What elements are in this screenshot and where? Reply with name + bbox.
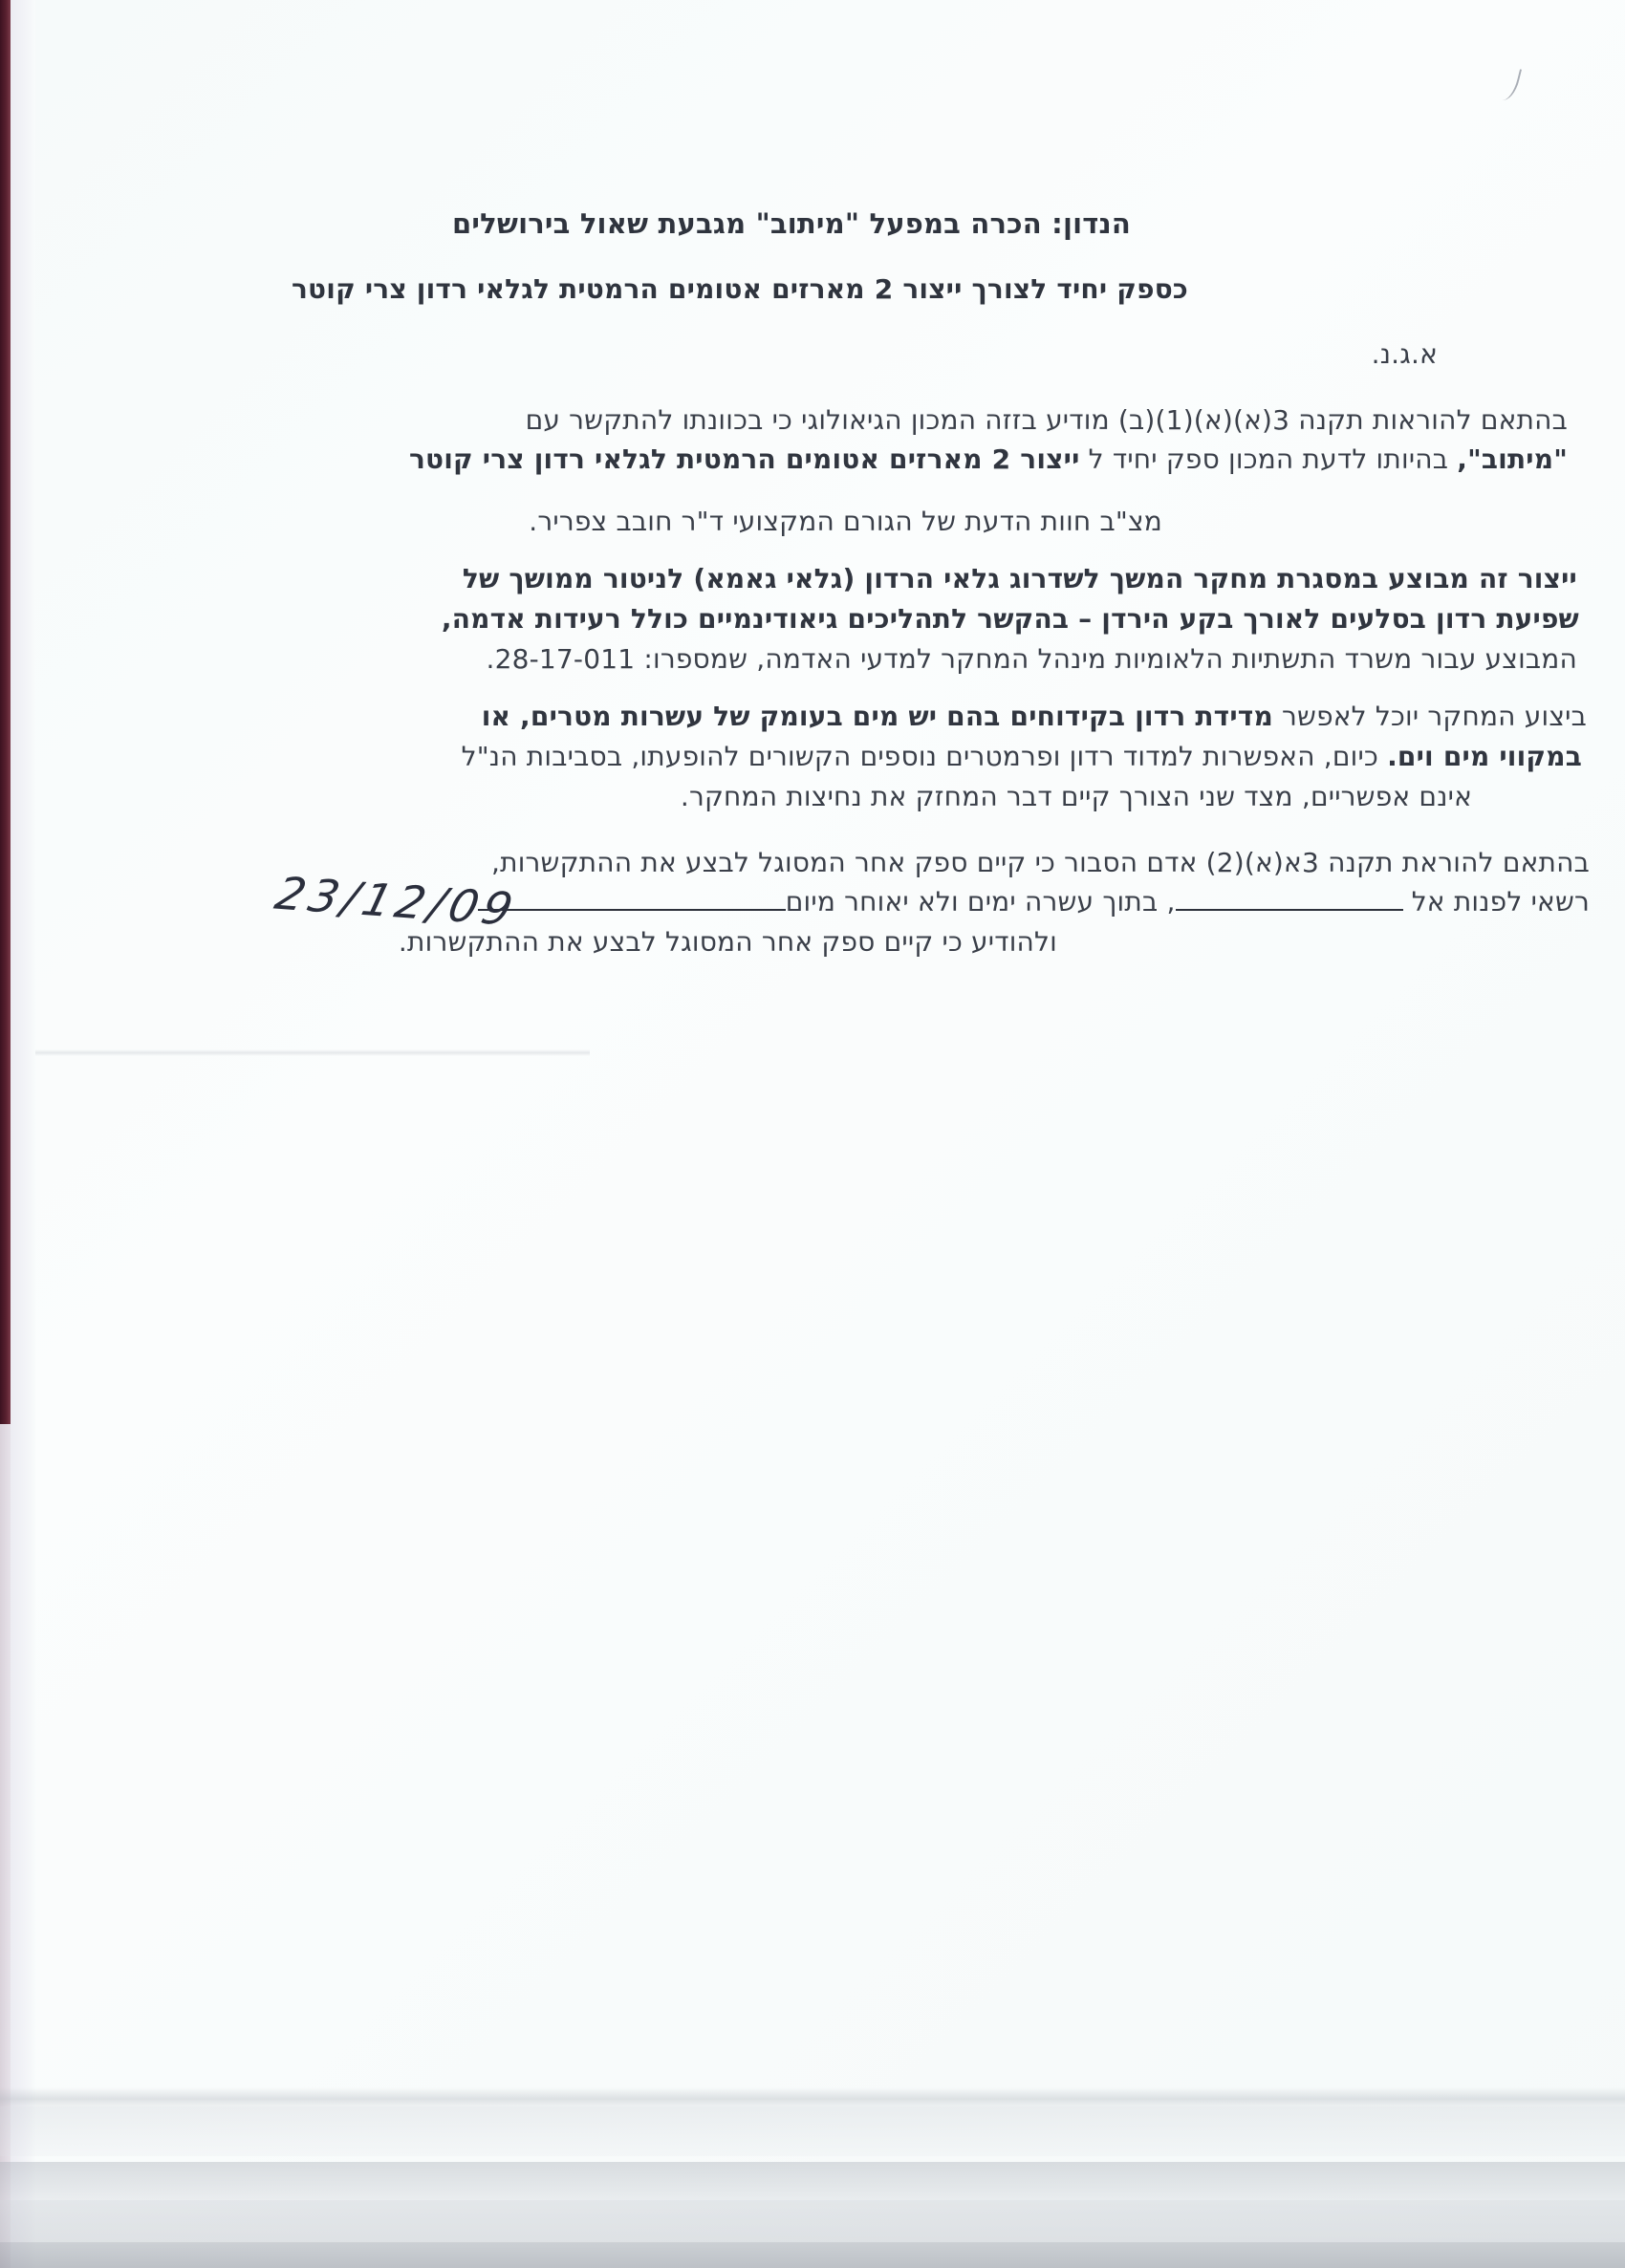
handwritten-date: 23/12/09	[270, 868, 523, 937]
blank-underline-recipient	[1176, 903, 1403, 911]
scan-edge-left-gutter	[11, 0, 35, 2268]
paragraph4-line2-mid: , בתוך עשרה ימים ולא יאוחר מיום	[785, 886, 1176, 918]
production-subject-bold: ייצור 2 מארזים אטומים הרמטית לגלאי רדון צרי קוטר	[408, 443, 1080, 475]
supplier-name: "מיתוב",	[1457, 443, 1568, 475]
paragraph4-line1: בהתאם להוראת תקנה 3א(א)(2) אדם הסבור כי קיים ספק אחר המסוגל לבצע את ההתקשרות,	[491, 847, 1590, 878]
scan-edge-left-dark	[0, 0, 11, 1424]
scan-streak-band-5	[0, 2242, 1625, 2268]
paragraph4-line3: ולהודיע כי קיים ספק אחר המסוגל לבצע את ההתקשרות.	[398, 926, 1057, 958]
stray-pen-mark	[1497, 65, 1522, 102]
scan-streak-band-1	[0, 2087, 1625, 2106]
paragraph4-line2	[478, 885, 1590, 918]
paragraph3-line1-bold: מדידת רדון בקידוחים בהם יש מים בעומק של עשרות מטרים, או	[481, 701, 1273, 732]
scan-streak-band-3	[0, 2162, 1625, 2200]
paragraph2-line1: ייצור זה מבוצע במסגרת מחקר המשך לשדרוג גלאי הרדון (גלאי גאמא) לניטור ממושך של	[462, 563, 1577, 594]
blank-underline-date	[478, 903, 786, 911]
paragraph4-line2-start: רשאי לפנות אל	[1402, 886, 1590, 918]
paper-crease-line	[35, 1049, 590, 1056]
paragraph1-line2-mid: בהיותו לדעת המכון ספק יחיד ל	[1079, 443, 1458, 475]
subject-line-2: כספק יחיד לצורך ייצור 2 מארזים אטומים הרמטית לגלאי רדון צרי קוטר	[292, 273, 1188, 305]
paragraph2-line3: המבוצע עבור משרד התשתיות הלאומיות מינהל המחקר למדעי האדמה, שמספרו: 28-17-011.	[486, 643, 1577, 675]
paragraph3-line3: אינם אפשריים, מצד שני הצורך קיים דבר המחזק את נחיצות המחקר.	[680, 781, 1472, 812]
subject-line-1: הנדון: הכרה במפעל "מיתוב" מגבעת שאול בירושלים	[452, 207, 1131, 240]
scan-streak-band-4	[0, 2200, 1625, 2242]
paragraph3-line1	[482, 700, 1587, 733]
paragraph1-line1: בהתאם להוראות תקנה 3(א)(א)(1)(ב) מודיע בזזה המכון הגיאולוגי כי בכוונתו להתקשר עם	[525, 404, 1568, 436]
paragraph3-line1-start: ביצוע המחקר יוכל לאפשר	[1272, 701, 1587, 732]
paragraph3-line2-bold: במקווי מים וים.	[1387, 741, 1582, 772]
paragraph2-line2: שפיעת רדון בסלעים לאורך בקע הירדן – בהקשר לתהליכים גיאודינמיים כולל רעידות אדמה,	[441, 603, 1579, 635]
paragraph3-line2	[462, 740, 1582, 773]
scan-streak-band-2	[0, 2106, 1625, 2156]
attachment-note: מצ"ב חוות הדעת של הגורם המקצועי ד"ר חובב צפריר.	[529, 506, 1162, 537]
paragraph1-line2	[409, 443, 1568, 476]
paragraph3-line2-rest: כיום, האפשרות למדוד רדון ופרמטרים נוספים הקשורים להופעתו, בסביבות הנ"ל	[461, 741, 1388, 772]
salutation: א.ג.נ.	[1371, 338, 1438, 370]
